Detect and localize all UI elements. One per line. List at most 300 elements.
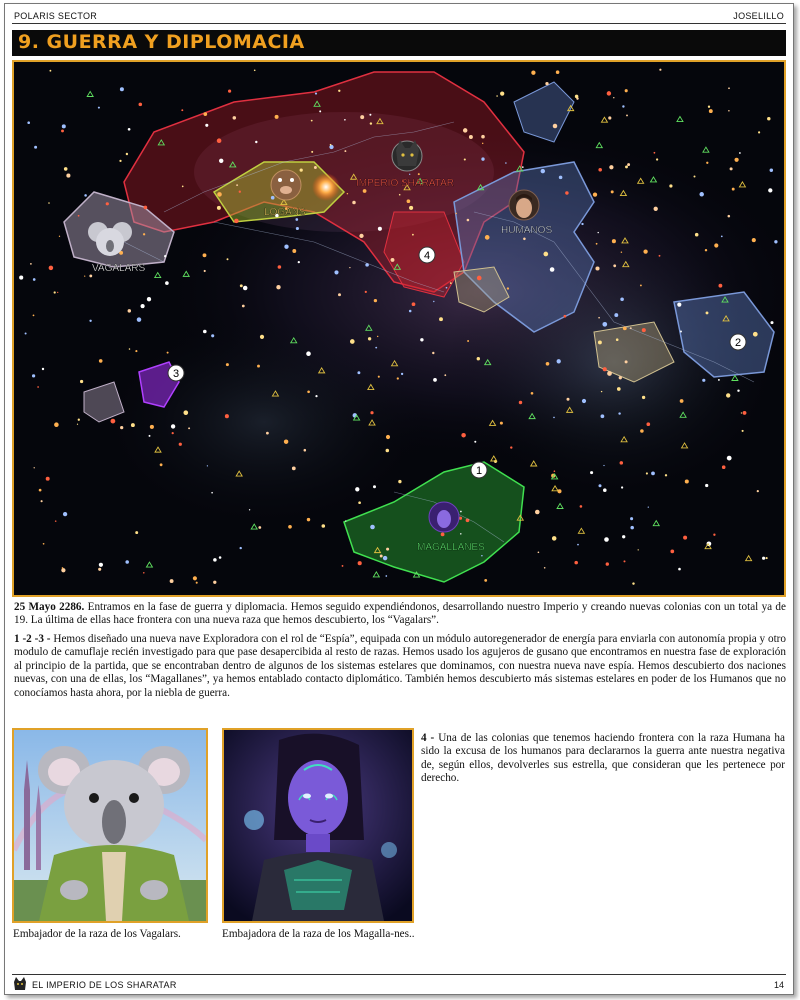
star	[646, 472, 648, 474]
star	[33, 315, 35, 317]
star	[34, 146, 37, 149]
star	[544, 567, 546, 569]
star	[78, 215, 80, 217]
star	[359, 234, 363, 238]
star	[718, 284, 722, 288]
star	[564, 315, 567, 318]
star	[559, 176, 563, 180]
star	[433, 301, 434, 302]
star	[89, 320, 91, 322]
star	[730, 167, 733, 170]
map-label-humanos: HUMANOS	[501, 225, 553, 236]
star	[612, 239, 616, 243]
star	[481, 157, 484, 160]
star	[298, 261, 300, 263]
star	[580, 505, 583, 508]
star	[398, 480, 401, 483]
star	[670, 550, 674, 554]
star	[311, 120, 313, 122]
star	[27, 121, 30, 124]
star	[352, 201, 356, 205]
star	[62, 124, 66, 128]
star	[616, 338, 619, 341]
star	[581, 223, 583, 225]
star	[727, 456, 732, 461]
star	[383, 556, 387, 560]
star	[77, 424, 78, 425]
star	[598, 340, 602, 344]
star	[306, 351, 311, 356]
svg-text:2: 2	[734, 337, 742, 349]
star	[767, 117, 770, 120]
star	[207, 465, 208, 466]
star	[401, 373, 403, 375]
sharatar-token	[392, 140, 422, 171]
star	[598, 317, 600, 319]
paragraph-war-declaration	[421, 732, 785, 786]
star	[48, 202, 50, 204]
star	[119, 160, 121, 162]
star	[106, 202, 109, 205]
star	[565, 191, 568, 194]
star	[46, 477, 50, 481]
star	[203, 112, 207, 116]
star	[621, 251, 622, 252]
star	[32, 374, 35, 377]
paragraph-spy-ship	[14, 633, 786, 700]
star	[355, 487, 359, 491]
star	[386, 548, 389, 551]
star	[42, 368, 44, 370]
star	[330, 144, 332, 146]
star	[582, 399, 586, 403]
star	[523, 238, 526, 241]
star	[464, 158, 466, 160]
star	[39, 489, 42, 492]
star	[139, 103, 143, 107]
star	[481, 555, 482, 556]
star	[284, 245, 288, 249]
star	[441, 532, 445, 536]
star	[260, 335, 264, 339]
star	[770, 168, 773, 171]
star	[656, 158, 658, 160]
star	[226, 363, 229, 366]
star	[203, 330, 207, 334]
star	[33, 278, 36, 281]
star	[391, 258, 395, 262]
star	[432, 352, 434, 354]
star	[481, 135, 485, 139]
star	[358, 561, 362, 565]
star	[439, 317, 443, 321]
paragraph-intro-date: 25 Mayo 2286.	[14, 601, 85, 613]
star	[412, 302, 416, 306]
star	[99, 563, 103, 567]
star	[128, 309, 131, 312]
star	[358, 501, 361, 504]
star	[758, 131, 760, 133]
map-label-logans: LOGANS	[264, 207, 306, 218]
star	[654, 207, 658, 211]
star	[541, 169, 545, 173]
section-title-bar	[12, 30, 786, 56]
star	[304, 449, 307, 452]
star	[225, 414, 229, 418]
star	[234, 219, 239, 224]
star	[774, 240, 777, 243]
star	[99, 359, 103, 363]
galaxy-map	[12, 60, 786, 597]
star	[677, 303, 681, 307]
star	[275, 115, 279, 119]
star	[143, 233, 145, 235]
star	[680, 399, 684, 403]
star	[643, 249, 647, 253]
star	[89, 274, 92, 277]
star	[450, 282, 452, 284]
section-title: 9. GUERRA Y DIPLOMACIA	[18, 31, 305, 53]
star	[619, 376, 622, 379]
star	[766, 557, 768, 559]
svg-text:1: 1	[475, 465, 483, 477]
star	[365, 291, 367, 293]
star	[553, 417, 555, 419]
star	[705, 249, 707, 251]
page-header	[12, 8, 786, 24]
star	[59, 236, 60, 237]
star	[349, 267, 350, 268]
map-label-magallanes: MAGALLANES	[417, 542, 485, 553]
star	[460, 533, 461, 534]
star	[295, 218, 298, 221]
star	[43, 543, 45, 545]
star	[446, 287, 448, 289]
star	[621, 486, 623, 488]
star	[469, 135, 473, 139]
svg-text:3: 3	[172, 368, 180, 380]
star	[300, 168, 303, 171]
star	[386, 435, 390, 439]
star	[288, 525, 292, 529]
star	[296, 227, 299, 230]
star	[626, 114, 628, 116]
star	[531, 392, 534, 395]
star	[742, 430, 744, 432]
star	[575, 95, 579, 99]
map-marker-1	[471, 462, 487, 478]
star	[368, 337, 371, 340]
star	[258, 526, 261, 529]
star	[213, 558, 217, 562]
star	[188, 427, 190, 429]
star	[360, 115, 364, 119]
star	[485, 235, 490, 240]
star	[623, 560, 625, 562]
star	[378, 376, 380, 378]
star	[705, 484, 708, 487]
star	[556, 70, 560, 74]
star	[669, 184, 672, 187]
star	[227, 258, 229, 260]
star	[728, 110, 730, 112]
star	[399, 194, 401, 196]
star	[444, 374, 446, 376]
star	[228, 90, 231, 93]
star	[708, 106, 710, 108]
star	[770, 321, 773, 324]
star	[625, 360, 628, 363]
humanos-token	[509, 190, 539, 220]
paragraph-war-declaration-lead: 4 -	[421, 732, 435, 744]
galaxy-map-svg	[14, 62, 784, 595]
star	[646, 422, 650, 426]
star	[240, 547, 242, 549]
star	[315, 395, 317, 397]
star	[538, 551, 540, 553]
star	[342, 565, 344, 567]
magallanes-token	[429, 502, 459, 532]
star	[78, 419, 80, 421]
star	[149, 435, 151, 437]
star	[170, 579, 174, 583]
star	[554, 470, 556, 472]
star	[608, 116, 611, 119]
star	[545, 82, 548, 85]
star	[345, 520, 346, 521]
star	[167, 352, 169, 354]
star	[34, 467, 35, 468]
star	[598, 232, 599, 233]
star	[651, 472, 655, 476]
star	[19, 276, 23, 280]
star	[477, 276, 482, 281]
star	[505, 162, 507, 164]
star	[510, 446, 512, 448]
star	[407, 199, 411, 203]
star	[484, 579, 487, 582]
star	[239, 191, 241, 193]
star	[632, 582, 634, 584]
map-label-imperio: IMPERIO SHARATAR	[356, 178, 454, 189]
star	[433, 378, 437, 382]
star	[217, 192, 222, 197]
star	[496, 95, 498, 97]
star	[768, 188, 772, 192]
star	[620, 461, 624, 465]
star	[409, 310, 412, 313]
star	[602, 322, 607, 327]
star	[622, 105, 624, 107]
svg-text:4: 4	[423, 250, 431, 262]
star	[702, 379, 705, 382]
star	[397, 377, 399, 379]
star	[590, 471, 593, 474]
star	[347, 193, 348, 194]
star	[217, 138, 222, 143]
star	[284, 439, 288, 443]
star	[706, 311, 709, 314]
star	[278, 265, 282, 269]
star	[378, 227, 382, 231]
star	[375, 347, 377, 349]
star	[363, 189, 367, 193]
star	[243, 286, 248, 291]
star	[693, 175, 695, 177]
star	[62, 567, 64, 569]
star	[734, 158, 738, 162]
star	[54, 422, 59, 427]
star	[98, 107, 100, 109]
star	[257, 365, 260, 368]
caption-vagalar: Embajador de la raza de los Vagalars.	[13, 928, 181, 940]
star	[603, 465, 604, 466]
star	[743, 411, 747, 415]
footer-title: EL IMPERIO DE LOS SHARATAR	[32, 980, 177, 990]
star	[659, 255, 661, 257]
star	[266, 432, 269, 435]
vagalar-ambassador-portrait	[12, 728, 208, 923]
star	[219, 159, 223, 163]
star	[630, 526, 634, 530]
star	[420, 338, 423, 341]
star	[593, 192, 597, 196]
star	[699, 192, 704, 197]
star	[622, 535, 625, 538]
star	[741, 412, 742, 413]
star	[638, 549, 639, 550]
star	[609, 165, 613, 169]
star	[613, 97, 614, 98]
star	[603, 488, 607, 492]
star	[322, 524, 326, 528]
star	[386, 449, 390, 453]
star	[500, 91, 504, 95]
star	[344, 150, 346, 152]
star	[57, 292, 58, 293]
star	[418, 173, 420, 175]
star	[553, 124, 558, 129]
star	[461, 433, 466, 438]
star	[613, 264, 616, 267]
star	[625, 165, 628, 168]
star	[642, 328, 646, 332]
star	[722, 465, 726, 469]
star	[126, 153, 128, 155]
star	[557, 359, 561, 363]
star	[30, 263, 32, 265]
star	[125, 560, 129, 564]
caption-magallan: Embajadora de la raza de los Magalla-nes..	[222, 928, 415, 940]
star	[665, 474, 667, 476]
star	[137, 317, 142, 322]
star	[49, 266, 54, 271]
star	[640, 284, 642, 286]
header-author: JOSELILLO	[733, 11, 784, 21]
paragraph-spy-ship-body: Hemos diseñado una nueva nave Exploradora con el rol de “Espía”, equipada con un módulo autoregenerador de energía para enviarla con autonomía propia y otro modulo de camuflaje recién investigado para que pase desapercibida al resto de razas. Hemos usado los agujeros de gusano que encontramos en nuestra fase de exploración al principio de la partida, que se encontraban dentro de algunos de los sistemas estelares que dominamos, con nuestra nueva nave espía. Hemos descubierto dos naciones nuevas, con una de ellas, los “Magallanes”, ya hemos entablado contacto diplomático. También hemos descubierto más sistemas estelares en poder de los Humanos que no conocíamos hasta ahora, por la niebla de guerra.	[14, 633, 786, 699]
star	[150, 425, 154, 429]
star	[567, 398, 570, 401]
star	[552, 536, 557, 541]
star	[66, 174, 70, 178]
star	[482, 143, 483, 144]
star	[255, 141, 257, 143]
star	[49, 70, 51, 72]
star	[713, 534, 715, 536]
star	[374, 299, 377, 302]
star	[211, 492, 213, 494]
star	[120, 87, 124, 91]
star	[595, 266, 599, 270]
star	[557, 489, 561, 493]
star	[455, 213, 456, 214]
star	[350, 339, 355, 344]
star	[307, 390, 310, 393]
star	[182, 186, 184, 188]
star	[601, 391, 602, 392]
star	[373, 485, 376, 488]
star	[25, 332, 27, 334]
star	[598, 484, 601, 487]
star	[607, 91, 611, 95]
star	[683, 536, 687, 540]
star	[172, 432, 174, 434]
star	[147, 297, 151, 301]
star	[143, 572, 145, 574]
star	[254, 69, 256, 71]
star	[334, 270, 338, 274]
star	[213, 581, 216, 584]
star	[550, 267, 555, 272]
star	[659, 69, 661, 71]
map-label-vagalars: VAGALARS	[92, 263, 146, 274]
star	[249, 509, 250, 510]
star	[596, 243, 598, 245]
star	[98, 568, 101, 571]
star	[211, 334, 214, 337]
star	[385, 575, 387, 577]
star	[64, 167, 68, 171]
star	[601, 414, 605, 418]
star	[678, 568, 681, 571]
star	[193, 576, 197, 580]
star	[160, 463, 163, 466]
star	[63, 512, 67, 516]
star	[236, 184, 238, 186]
paragraph-intro	[14, 601, 786, 628]
star	[240, 284, 243, 287]
star	[467, 219, 470, 222]
star	[338, 293, 341, 296]
star	[292, 249, 296, 253]
star	[135, 350, 137, 352]
star	[370, 122, 372, 124]
star	[620, 298, 624, 302]
star	[141, 304, 145, 308]
star	[217, 206, 221, 210]
star	[271, 196, 275, 200]
star	[314, 166, 317, 169]
star	[522, 166, 524, 168]
star	[205, 124, 208, 127]
star	[607, 371, 612, 376]
star	[409, 206, 413, 210]
paragraph-intro-body: Entramos en la fase de guerra y diplomacia. Hemos seguido expendiéndonos, desarrollando nuestro Imperio y creando nuevas colonias con un total ya de 19. La última de ellas hace frontera con una nueva raza que hemos descubierto, los “Vagalars”.	[14, 601, 786, 627]
star	[726, 393, 730, 397]
star	[377, 336, 378, 337]
star	[642, 396, 645, 399]
star	[598, 168, 602, 172]
